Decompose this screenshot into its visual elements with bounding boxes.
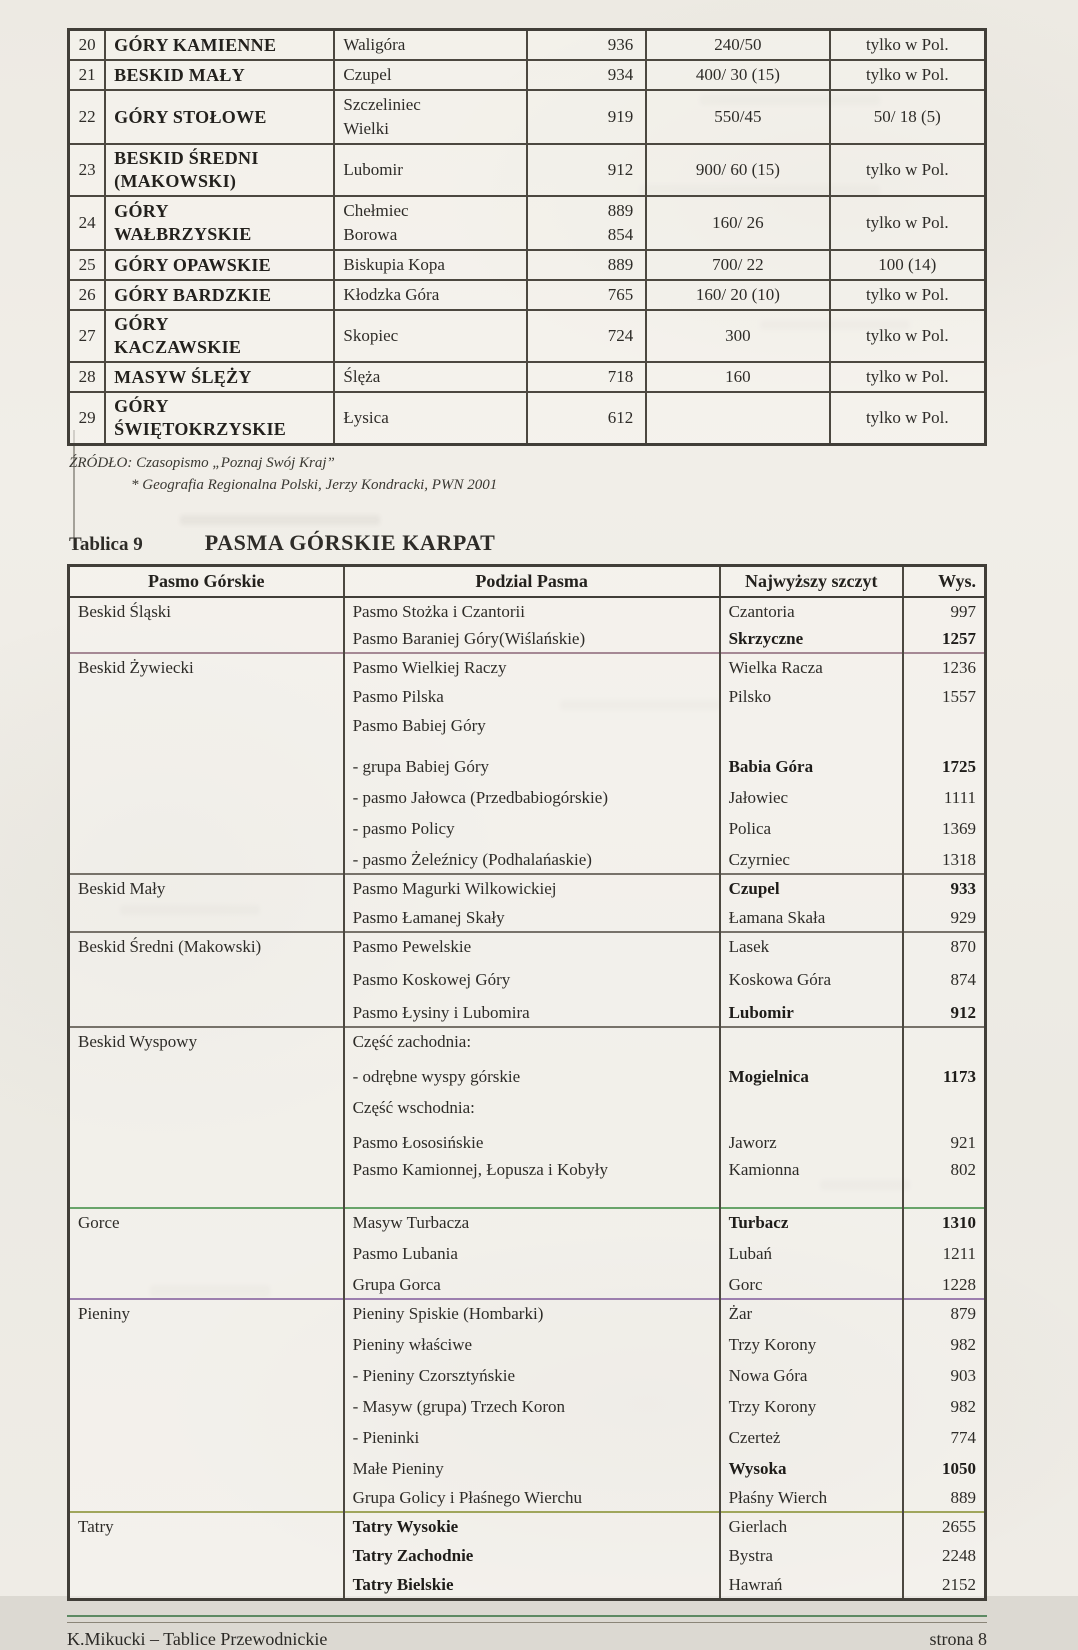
cell-division: Tatry Wysokie — [344, 1512, 720, 1540]
cell-area-value: 300 — [646, 310, 829, 362]
cell-height-value: 1318 — [903, 842, 986, 874]
cell-division: Część zachodnia: — [344, 1027, 720, 1055]
page-footer — [67, 1629, 987, 1650]
cell-row-number: 26 — [69, 280, 106, 310]
cell-area-value: 160 — [646, 362, 829, 392]
cell-height-value: 1173 — [903, 1055, 986, 1090]
cell-group-range: Beskid Wyspowy — [69, 1027, 344, 1208]
column-header-division: Podzial Pasma — [344, 566, 720, 598]
page-content — [67, 28, 987, 1650]
cell-area-value: 900/ 60 (15) — [646, 144, 829, 196]
column-header-height: Wys. — [903, 566, 986, 598]
cell-note: 50/ 18 (5) — [830, 90, 986, 144]
cell-height-value: 1236 — [903, 653, 986, 681]
footer-author: K.Mikucki – Tablice Przewodnickie — [67, 1629, 328, 1649]
cell-group-range: Gorce — [69, 1208, 344, 1299]
cell-peak-name: Kłodzka Góra — [334, 280, 527, 310]
cell-group-range: Beskid Mały — [69, 874, 344, 932]
cell-row-number: 21 — [69, 60, 106, 90]
cell-height-value: 921 — [903, 1121, 986, 1156]
page-number: strona 8 — [929, 1629, 987, 1649]
cell-division: Małe Pieniny — [344, 1451, 720, 1482]
cell-area-value — [646, 392, 829, 445]
cell-height-value: 2655 — [903, 1512, 986, 1540]
cell-height-value: 912 — [903, 993, 986, 1027]
cell-division: Pasmo Wielkiej Raczy — [344, 653, 720, 681]
cell-division: Pasmo Łososińskie — [344, 1121, 720, 1156]
cell-range-name: GÓRY KAMIENNE — [105, 30, 334, 61]
cell-highest-peak: Turbacz — [720, 1208, 903, 1236]
table-row — [69, 60, 986, 90]
mountain-groups-table — [67, 28, 987, 446]
cell-height-value: 774 — [903, 1420, 986, 1451]
cell-peak-height: 724 — [527, 310, 646, 362]
cell-height-value — [903, 1027, 986, 1055]
table-row — [69, 1027, 986, 1055]
cell-height-value: 903 — [903, 1358, 986, 1389]
cell-highest-peak: Trzy Korony — [720, 1389, 903, 1420]
cell-height-value: 2152 — [903, 1569, 986, 1600]
cell-division: Grupa Gorca — [344, 1267, 720, 1299]
cell-highest-peak: Czyrniec — [720, 842, 903, 874]
cell-peak-name: Waligóra — [334, 30, 527, 61]
table-row — [69, 90, 986, 144]
cell-highest-peak: Płaśny Wierch — [720, 1482, 903, 1512]
cell-peak-name: Łysica — [334, 392, 527, 445]
cell-highest-peak: Łamana Skała — [720, 902, 903, 932]
cell-note: tylko w Pol. — [830, 280, 986, 310]
cell-group-range: Beskid Żywiecki — [69, 653, 344, 874]
cell-division: Pieniny właściwe — [344, 1327, 720, 1358]
cell-highest-peak: Żar — [720, 1299, 903, 1327]
cell-division: - Pieniny Czorsztyńskie — [344, 1358, 720, 1389]
cell-division: - pasmo Jałowca (Przedbabiogórskie) — [344, 780, 720, 811]
cell-height-value: 874 — [903, 960, 986, 993]
table-row — [69, 1512, 986, 1540]
table2-heading — [69, 530, 987, 556]
cell-note: tylko w Pol. — [830, 30, 986, 61]
source-line-2: * Geografia Regionalna Polski, Jerzy Kondracki, PWN 2001 — [131, 477, 498, 493]
header-row — [69, 566, 986, 598]
cell-note: tylko w Pol. — [830, 310, 986, 362]
cell-height-value: 802 — [903, 1156, 986, 1208]
cell-group-range: Beskid Śląski — [69, 597, 344, 653]
table-row — [69, 597, 986, 625]
cell-row-number: 20 — [69, 30, 106, 61]
karpaty-table-head — [69, 566, 986, 598]
cell-note: tylko w Pol. — [830, 196, 986, 250]
cell-division: Część wschodnia: — [344, 1090, 720, 1121]
cell-note: tylko w Pol. — [830, 60, 986, 90]
cell-division: Pasmo Pewelskie — [344, 932, 720, 960]
cell-highest-peak: Nowa Góra — [720, 1358, 903, 1389]
cell-height-value: 929 — [903, 902, 986, 932]
cell-height-value: 982 — [903, 1389, 986, 1420]
table-row — [69, 653, 986, 681]
cell-range-name: GÓRY STOŁOWE — [105, 90, 334, 144]
cell-highest-peak: Kamionna — [720, 1156, 903, 1208]
cell-highest-peak: Czupel — [720, 874, 903, 902]
cell-highest-peak — [720, 1027, 903, 1055]
cell-peak-height: 919 — [527, 90, 646, 144]
cell-highest-peak: Polica — [720, 811, 903, 842]
cell-peak-name: Biskupia Kopa — [334, 250, 527, 280]
cell-division: - grupa Babiej Góry — [344, 739, 720, 780]
cell-division: Grupa Golicy i Płaśnego Wierchu — [344, 1482, 720, 1512]
cell-row-number: 27 — [69, 310, 106, 362]
table-row — [69, 310, 986, 362]
table-row — [69, 392, 986, 445]
cell-height-value: 1557 — [903, 681, 986, 710]
cell-highest-peak: Hawrań — [720, 1569, 903, 1600]
cell-division: Masyw Turbacza — [344, 1208, 720, 1236]
cell-area-value: 160/ 26 — [646, 196, 829, 250]
cell-note: tylko w Pol. — [830, 392, 986, 445]
cell-peak-height: 936 — [527, 30, 646, 61]
cell-peak-name: Lubomir — [334, 144, 527, 196]
cell-highest-peak: Babia Góra — [720, 739, 903, 780]
cell-peak-name: Chełmiec Borowa — [334, 196, 527, 250]
karpaty-ranges-table — [67, 564, 987, 1601]
cell-height-value: 1211 — [903, 1236, 986, 1267]
cell-group-range: Pieniny — [69, 1299, 344, 1512]
mountains-table-body — [69, 30, 986, 445]
cell-division: Pasmo Lubania — [344, 1236, 720, 1267]
cell-highest-peak: Czantoria — [720, 597, 903, 625]
table-row — [69, 250, 986, 280]
cell-highest-peak — [720, 1090, 903, 1121]
cell-range-name: GÓRY BARDZKIE — [105, 280, 334, 310]
cell-range-name: GÓRY WAŁBRZYSKIE — [105, 196, 334, 250]
karpaty-table-body — [69, 597, 986, 1600]
cell-area-value: 700/ 22 — [646, 250, 829, 280]
table-row — [69, 196, 986, 250]
cell-row-number: 23 — [69, 144, 106, 196]
table-row — [69, 144, 986, 196]
cell-division: Pieniny Spiskie (Hombarki) — [344, 1299, 720, 1327]
cell-peak-name: Skopiec — [334, 310, 527, 362]
cell-highest-peak: Lubomir — [720, 993, 903, 1027]
cell-division: - Pieninki — [344, 1420, 720, 1451]
cell-highest-peak: Bystra — [720, 1540, 903, 1569]
cell-height-value: 982 — [903, 1327, 986, 1358]
cell-note: 100 (14) — [830, 250, 986, 280]
cell-division: Pasmo Magurki Wilkowickiej — [344, 874, 720, 902]
column-header-range: Pasmo Górskie — [69, 566, 344, 598]
cell-range-name: GÓRY OPAWSKIE — [105, 250, 334, 280]
cell-peak-height: 889 — [527, 250, 646, 280]
cell-peak-height: 765 — [527, 280, 646, 310]
cell-height-value: 997 — [903, 597, 986, 625]
cell-height-value: 879 — [903, 1299, 986, 1327]
table-row — [69, 1208, 986, 1236]
cell-height-value: 1050 — [903, 1451, 986, 1482]
cell-division: Pasmo Babiej Góry — [344, 710, 720, 739]
cell-division: Pasmo Łysiny i Lubomira — [344, 993, 720, 1027]
cell-height-value: 1310 — [903, 1208, 986, 1236]
table2-label: Tablica 9 — [69, 534, 143, 555]
cell-division: Pasmo Pilska — [344, 681, 720, 710]
footer-rule — [67, 1615, 987, 1623]
cell-area-value: 240/50 — [646, 30, 829, 61]
cell-division: - pasmo Żeleźnicy (Podhalańaskie) — [344, 842, 720, 874]
cell-highest-peak: Pilsko — [720, 681, 903, 710]
cell-range-name: GÓRY ŚWIĘTOKRZYSKIE — [105, 392, 334, 445]
cell-group-range: Beskid Średni (Makowski) — [69, 932, 344, 1027]
cell-peak-name: Szczeliniec Wielki — [334, 90, 527, 144]
table-row — [69, 280, 986, 310]
cell-highest-peak — [720, 710, 903, 739]
table-row — [69, 874, 986, 902]
cell-height-value: 870 — [903, 932, 986, 960]
table-row — [69, 1299, 986, 1327]
cell-highest-peak: Wielka Racza — [720, 653, 903, 681]
cell-division: - odrębne wyspy górskie — [344, 1055, 720, 1090]
cell-height-value: 1111 — [903, 780, 986, 811]
cell-peak-height: 889 854 — [527, 196, 646, 250]
cell-highest-peak: Wysoka — [720, 1451, 903, 1482]
table-row — [69, 932, 986, 960]
cell-height-value: 1369 — [903, 811, 986, 842]
cell-division: - pasmo Policy — [344, 811, 720, 842]
cell-highest-peak: Gorc — [720, 1267, 903, 1299]
cell-range-name: MASYW ŚLĘŻY — [105, 362, 334, 392]
table-row — [69, 362, 986, 392]
cell-highest-peak: Mogielnica — [720, 1055, 903, 1090]
cell-height-value — [903, 710, 986, 739]
cell-range-name: GÓRY KACZAWSKIE — [105, 310, 334, 362]
cell-highest-peak: Czerteż — [720, 1420, 903, 1451]
cell-highest-peak: Gierlach — [720, 1512, 903, 1540]
cell-area-value: 160/ 20 (10) — [646, 280, 829, 310]
source-line-1: ŹRÓDŁO: Czasopismo „Poznaj Swój Kraj” — [69, 455, 335, 471]
cell-row-number: 22 — [69, 90, 106, 144]
cell-note: tylko w Pol. — [830, 362, 986, 392]
cell-group-range: Tatry — [69, 1512, 344, 1600]
cell-row-number: 25 — [69, 250, 106, 280]
cell-peak-name: Czupel — [334, 60, 527, 90]
cell-division: Tatry Zachodnie — [344, 1540, 720, 1569]
cell-range-name: BESKID ŚREDNI (MAKOWSKI) — [105, 144, 334, 196]
cell-division: Pasmo Koskowej Góry — [344, 960, 720, 993]
cell-height-value: 933 — [903, 874, 986, 902]
page-title: PASMA GÓRSKIE KARPAT — [204, 530, 496, 555]
source-note — [69, 452, 987, 496]
cell-height-value: 1725 — [903, 739, 986, 780]
cell-highest-peak: Lubań — [720, 1236, 903, 1267]
cell-highest-peak: Lasek — [720, 932, 903, 960]
cell-division: Tatry Bielskie — [344, 1569, 720, 1600]
cell-range-name: BESKID MAŁY — [105, 60, 334, 90]
cell-height-value: 2248 — [903, 1540, 986, 1569]
cell-height-value: 889 — [903, 1482, 986, 1512]
cell-row-number: 29 — [69, 392, 106, 445]
table-row — [69, 30, 986, 61]
cell-peak-height: 934 — [527, 60, 646, 90]
cell-highest-peak: Trzy Korony — [720, 1327, 903, 1358]
cell-peak-height: 912 — [527, 144, 646, 196]
cell-peak-height: 612 — [527, 392, 646, 445]
cell-highest-peak: Jaworz — [720, 1121, 903, 1156]
cell-height-value — [903, 1090, 986, 1121]
cell-peak-height: 718 — [527, 362, 646, 392]
cell-note: tylko w Pol. — [830, 144, 986, 196]
cell-division: Pasmo Baraniej Góry(Wiślańskie) — [344, 625, 720, 653]
cell-row-number: 24 — [69, 196, 106, 250]
cell-height-value: 1228 — [903, 1267, 986, 1299]
cell-division: - Masyw (grupa) Trzech Koron — [344, 1389, 720, 1420]
column-header-peak: Najwyższy szczyt — [720, 566, 903, 598]
cell-row-number: 28 — [69, 362, 106, 392]
cell-area-value: 550/45 — [646, 90, 829, 144]
cell-division: Pasmo Stożka i Czantorii — [344, 597, 720, 625]
cell-height-value: 1257 — [903, 625, 986, 653]
cell-highest-peak: Skrzyczne — [720, 625, 903, 653]
cell-area-value: 400/ 30 (15) — [646, 60, 829, 90]
cell-highest-peak: Koskowa Góra — [720, 960, 903, 993]
cell-peak-name: Ślęża — [334, 362, 527, 392]
cell-highest-peak: Jałowiec — [720, 780, 903, 811]
cell-division: Pasmo Łamanej Skały — [344, 902, 720, 932]
cell-division: Pasmo Kamionnej, Łopusza i Kobyły — [344, 1156, 720, 1208]
